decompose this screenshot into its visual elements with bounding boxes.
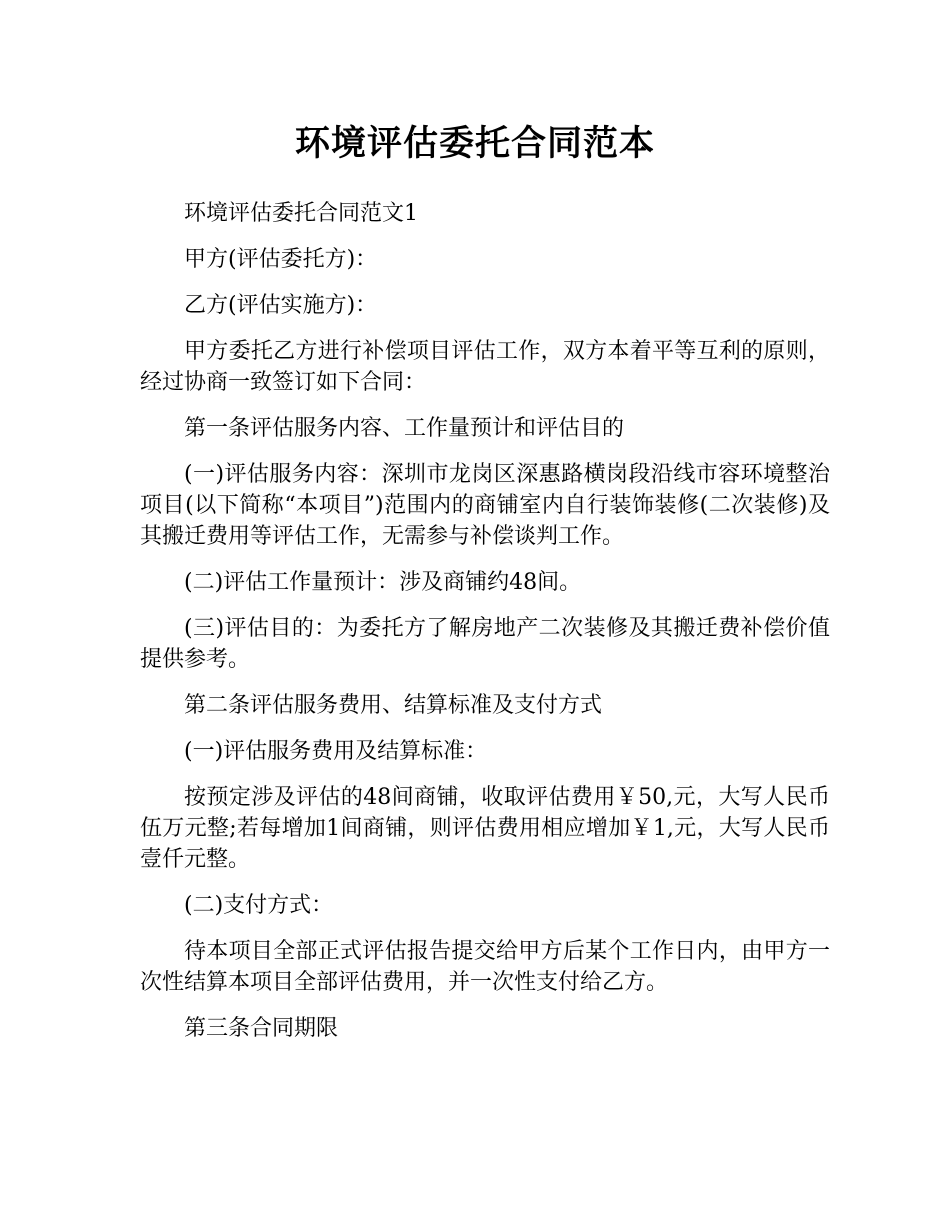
paragraph-party-b: 乙方(评估实施方)： <box>184 293 378 318</box>
paragraph-article-3: 第三条合同期限 <box>184 1016 339 1041</box>
paragraph-preamble: 甲方委托乙方进行补偿项目评估工作，双方本着平等互利的原则，经过协商一致签订如下合同： <box>140 339 830 395</box>
paragraph-party-a: 甲方(评估委托方)： <box>184 247 378 272</box>
paragraph-article-1-item-2: (二)评估工作量预计：涉及商铺约48间。 <box>184 570 582 595</box>
document-body <box>140 198 830 1044</box>
paragraph-article-1-item-1: (一)评估服务内容：深圳市龙岗区深惠路横岗段沿线市容环境整治项目(以下简称“本项目”)范围内的商铺室内自行装饰装修(二次装修)及其搬迁费用等评估工作，无需参与补偿谈判工作。 <box>140 462 830 549</box>
document-page <box>140 0 830 1059</box>
paragraph-article-2-item-1: (一)评估服务费用及结算标准： <box>184 739 488 764</box>
paragraph-heading-sample: 环境评估委托合同范文1 <box>184 201 418 226</box>
paragraph-article-2: 第二条评估服务费用、结算标准及支付方式 <box>184 693 603 718</box>
paragraph-article-1-item-3: (三)评估目的：为委托方了解房地产二次装修及其搬迁费补偿价值提供参考。 <box>140 616 830 672</box>
paragraph-payment-terms: 待本项目全部正式评估报告提交给甲方后某个工作日内，由甲方一次性结算本项目全部评估费用，并一次性支付给乙方。 <box>140 939 830 995</box>
paragraph-article-2-item-2: (二)支付方式： <box>184 893 334 918</box>
paragraph-fee-terms: 按预定涉及评估的48间商铺，收取评估费用￥50,元，大写人民币伍万元整;若每增加1间商铺，则评估费用相应增加￥1,元，大写人民币壹仟元整。 <box>140 785 830 872</box>
document-title: 环境评估委托合同范本 <box>294 124 655 164</box>
paragraph-article-1: 第一条评估服务内容、工作量预计和评估目的 <box>184 416 625 441</box>
